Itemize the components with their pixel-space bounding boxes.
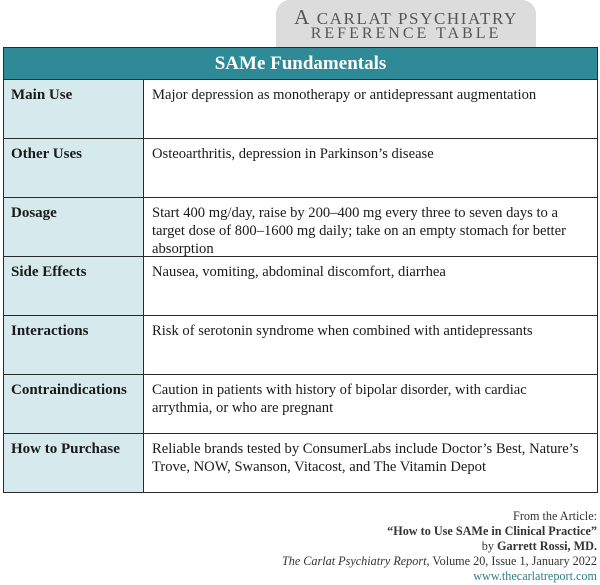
table-row-interactions: [4, 316, 597, 375]
row-value: Risk of serotonin syndrome when combined with antidepressants: [144, 316, 597, 374]
banner-article: A: [294, 5, 311, 29]
article-credit: [282, 509, 597, 584]
credit-author: Garrett Rossi, MD.: [497, 539, 597, 553]
banner-subtitle: REFERENCE TABLE: [310, 25, 502, 42]
table-row-other-uses: [4, 139, 597, 198]
credit-by: by: [481, 539, 494, 553]
row-value: Osteoarthritis, depression in Parkinson’s disease: [144, 139, 597, 197]
table-row-contraindications: [4, 375, 597, 434]
row-label: Interactions: [4, 316, 144, 374]
row-label: Other Uses: [4, 139, 144, 197]
table-row-side-effects: [4, 257, 597, 316]
credit-issue: , Volume 20, Issue 1, January 2022: [426, 554, 597, 568]
credit-from: From the Article:: [513, 509, 597, 523]
credit-journal: The Carlat Psychiatry Report: [281, 554, 427, 568]
banner-publisher-name: CARLAT PSYCHIATRY: [316, 9, 518, 28]
credit-article-title: “How to Use SAMe in Clinical Practice”: [387, 524, 597, 538]
credit-author-line: [282, 539, 597, 554]
row-value: Start 400 mg/day, raise by 200–400 mg every three to seven days to a target dose of 800–1600 mg daily; take on an empty stomach for better absorption: [144, 198, 597, 256]
table-row-dosage: [4, 198, 597, 257]
row-label: How to Purchase: [4, 434, 144, 492]
credit-journal-line: [282, 554, 597, 569]
row-value: Nausea, vomiting, abdominal discomfort, diarrhea: [144, 257, 597, 315]
row-value: Major depression as monotherapy or antidepressant augmentation: [144, 80, 597, 138]
row-label: Contraindications: [4, 375, 144, 433]
row-value: Caution in patients with history of bipolar disorder, with cardiac arrythmia, or who are pregnant: [144, 375, 597, 433]
table-row-main-use: [4, 80, 597, 139]
table-title: SAMe Fundamentals: [4, 48, 597, 80]
row-label: Dosage: [4, 198, 144, 256]
row-label: Side Effects: [4, 257, 144, 315]
reference-table: [3, 47, 598, 493]
credit-url-link[interactable]: www.thecarlatreport.com: [473, 569, 597, 583]
table-row-how-to-purchase: [4, 434, 597, 492]
row-label: Main Use: [4, 80, 144, 138]
reference-table-banner: [276, 0, 536, 48]
row-value: Reliable brands tested by ConsumerLabs include Doctor’s Best, Nature’s Trove, NOW, Swanson, Vitacost, and The Vitamin Depot: [144, 434, 597, 492]
